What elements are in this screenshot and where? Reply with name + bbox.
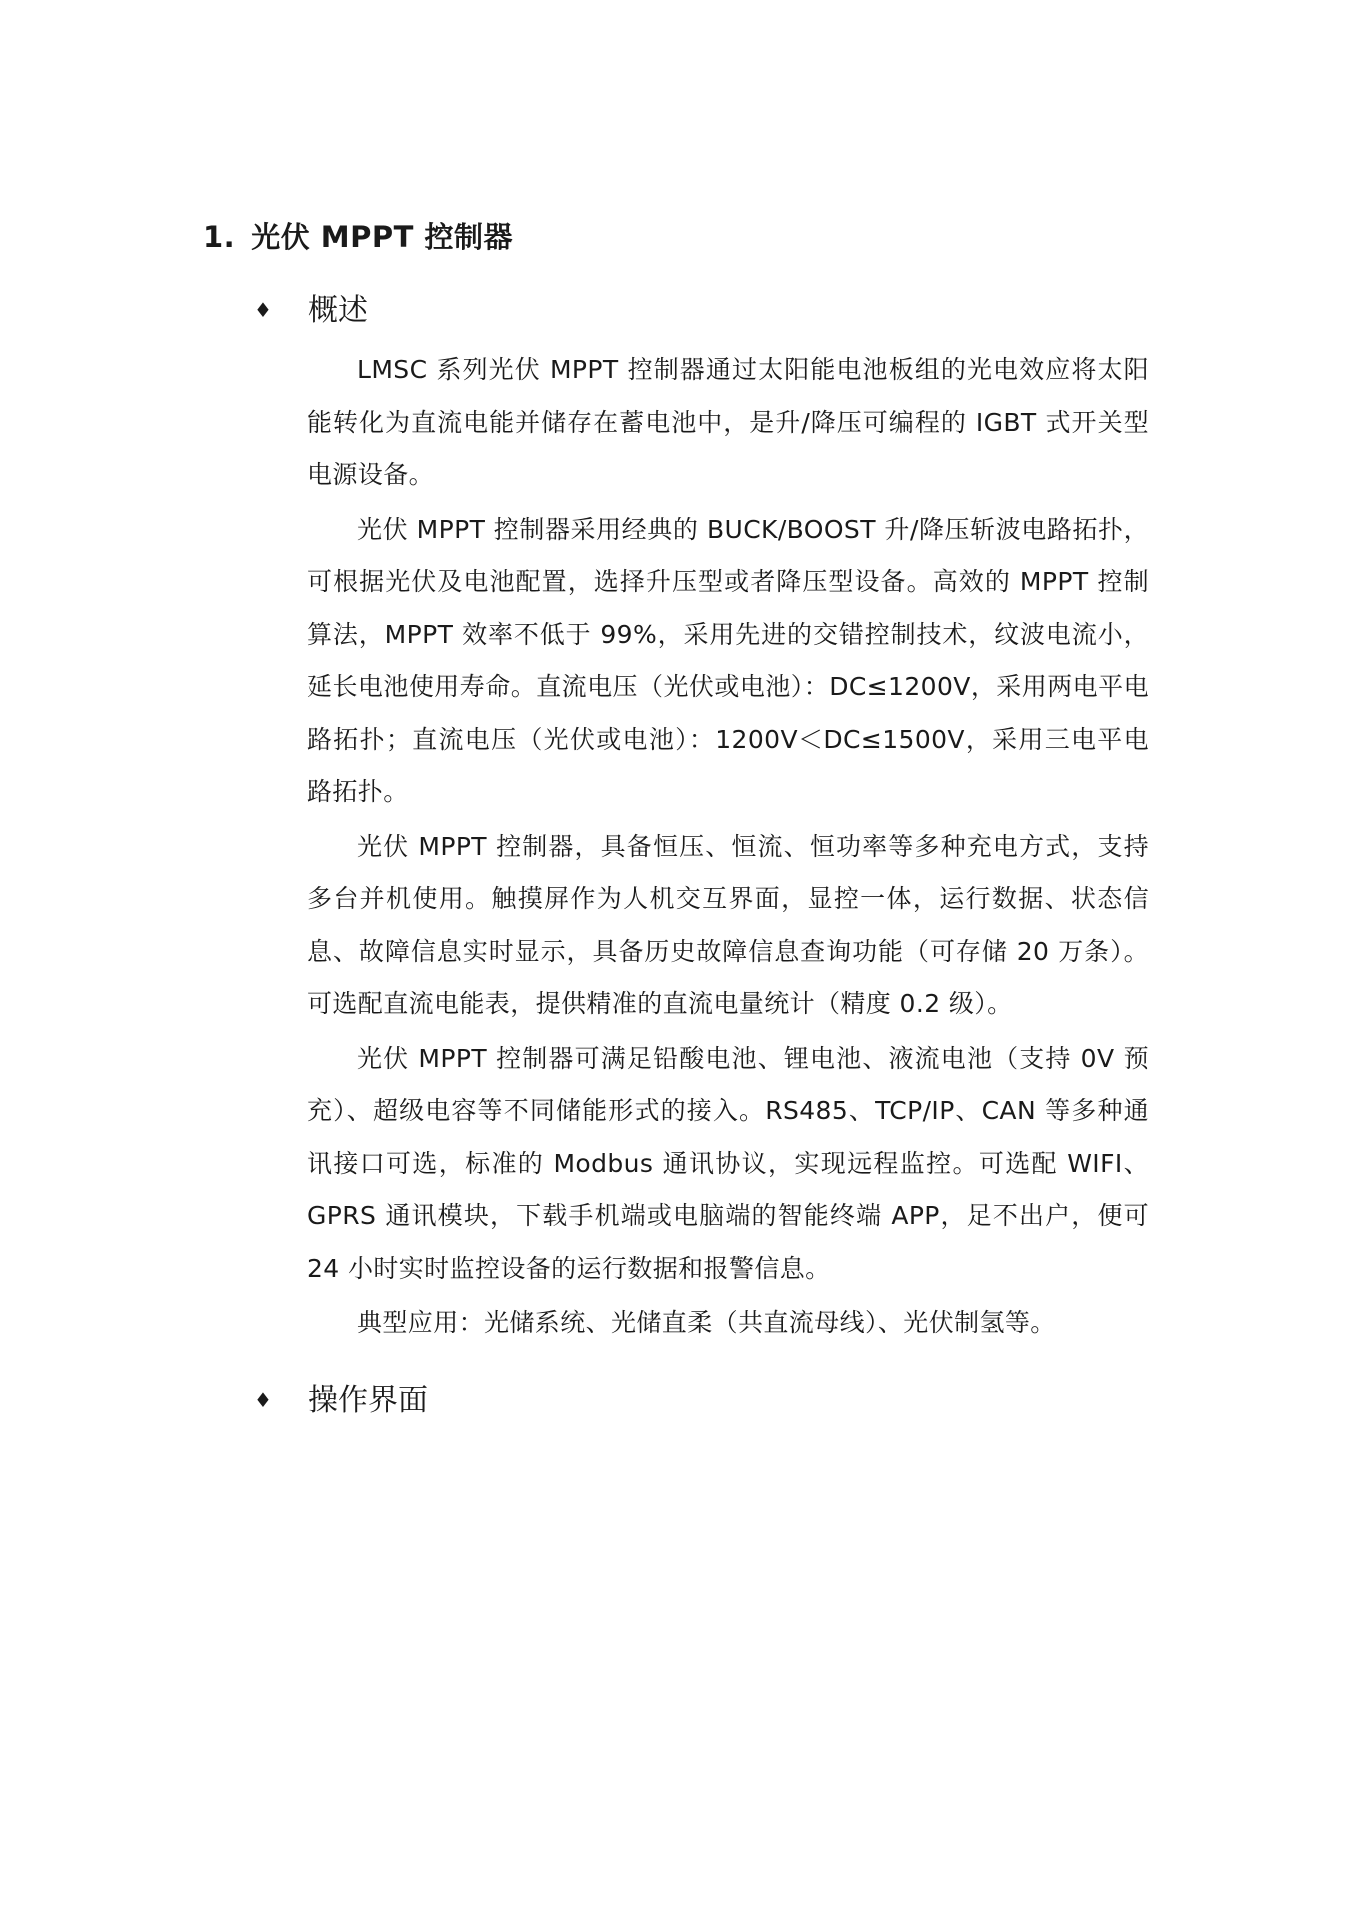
overview-heading <box>254 285 368 329</box>
section-title: 光伏 MPPT 控制器 <box>251 220 514 254</box>
overview-paragraph: 光伏 MPPT 控制器可满足铅酸电池、锂电池、液流电池（支持 0V 预充）、超级电容等不同储能形式的接入。RS485、TCP/IP、CAN 等多种通讯接口可选，标准的 Modbus 通讯协议，实现远程监控。可选配 WIFI、GPRS 通讯模块，下载手机端或电脑端的智能终端 APP，足不出户，便可 24 小时实时监控设备的运行数据和报警信息。 <box>307 1043 1149 1283</box>
diamond-bullet-icon: ♦ <box>254 1388 272 1412</box>
operation-heading <box>254 1375 428 1419</box>
operation-heading-label: 操作界面 <box>308 1383 428 1418</box>
overview-body <box>307 344 1149 1352</box>
overview-paragraph: 光伏 MPPT 控制器采用经典的 BUCK/BOOST 升/降压斩波电路拓扑，可根据光伏及电池配置，选择升压型或者降压型设备。高效的 MPPT 控制算法，MPPT 效率不低于 99%，采用先进的交错控制技术，纹波电流小，延长电池使用寿命。直流电压（光伏或电池）：DC≤1200V，采用两电平电路拓扑；直流电压（光伏或电池）：1200V＜DC≤1500V，采用三电平电路拓扑。 <box>307 514 1149 806</box>
diamond-bullet-icon: ♦ <box>254 298 272 322</box>
section-number: 1. <box>203 220 236 254</box>
overview-heading-label: 概述 <box>308 293 368 328</box>
overview-paragraph: 光伏 MPPT 控制器，具备恒压、恒流、恒功率等多种充电方式，支持多台并机使用。触摸屏作为人机交互界面，显控一体，运行数据、状态信息、故障信息实时显示，具备历史故障信息查询功能（可存储 20 万条）。可选配直流电能表，提供精准的直流电量统计（精度 0.2 级）。 <box>307 831 1149 1018</box>
overview-paragraph: LMSC 系列光伏 MPPT 控制器通过太阳能电池板组的光电效应将太阳能转化为直流电能并储存在蓄电池中，是升/降压可编程的 IGBT 式开关型电源设备。 <box>307 355 1149 489</box>
overview-paragraph: 典型应用：光储系统、光储直柔（共直流母线）、光伏制氢等。 <box>357 1308 1056 1337</box>
section-heading <box>203 215 513 256</box>
